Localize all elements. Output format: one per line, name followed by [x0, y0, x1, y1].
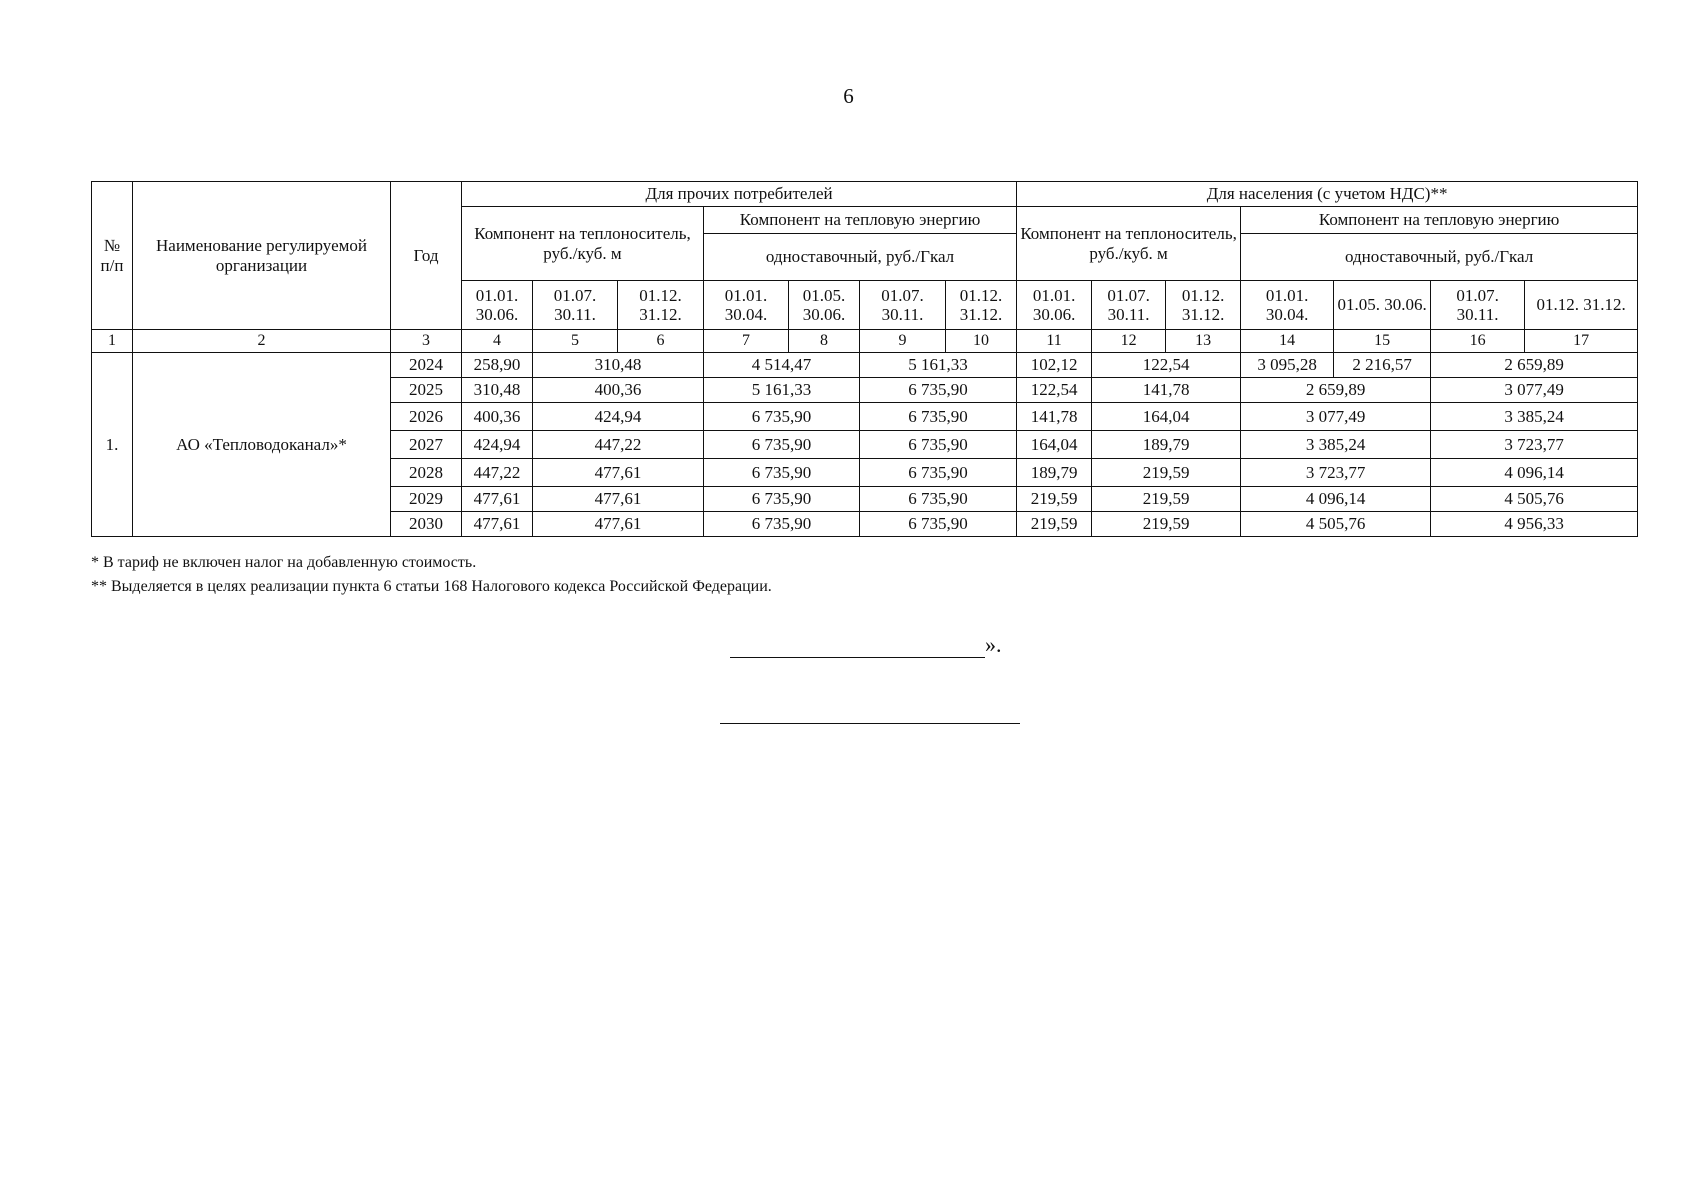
value-cell: 4 505,76 [1241, 512, 1431, 537]
header-pop-coolant: Компонент на теплоноситель, руб./куб. м [1017, 207, 1241, 281]
value-cell: 3 077,49 [1241, 403, 1431, 431]
value-cell: 400,36 [462, 403, 533, 431]
column-number: 11 [1017, 330, 1092, 353]
value-cell: 400,36 [533, 378, 704, 403]
footnote-tax-code: ** Выделяется в целях реализации пункта 6 статьи 168 Налогового кодекса Российской Федерации. [91, 578, 772, 595]
value-cell: 447,22 [533, 431, 704, 459]
year-cell: 2024 [391, 353, 462, 378]
value-cell: 6 735,90 [860, 403, 1017, 431]
header-org-name: Наименование регулируемой организации [133, 182, 391, 330]
column-number: 17 [1525, 330, 1638, 353]
value-cell: 6 735,90 [860, 459, 1017, 487]
value-cell: 189,79 [1092, 431, 1241, 459]
value-cell: 477,61 [533, 487, 704, 512]
value-cell: 477,61 [462, 512, 533, 537]
footnotes [91, 551, 772, 599]
period-header: 01.12. 31.12. [946, 281, 1017, 330]
value-cell: 424,94 [533, 403, 704, 431]
value-cell: 219,59 [1092, 459, 1241, 487]
header-group-other: Для прочих потребителей [462, 182, 1017, 207]
header-other-energy: Компонент на тепловую энергию [704, 207, 1017, 234]
period-header: 01.01. 30.06. [1017, 281, 1092, 330]
column-number: 3 [391, 330, 462, 353]
column-number: 15 [1334, 330, 1431, 353]
page-number: 6 [843, 84, 854, 108]
column-number-row [92, 330, 1638, 353]
value-cell: 6 735,90 [704, 403, 860, 431]
value-cell: 3 095,28 [1241, 353, 1334, 378]
value-cell: 3 077,49 [1431, 378, 1638, 403]
period-header: 01.07. 30.11. [1092, 281, 1166, 330]
value-cell: 4 096,14 [1241, 487, 1431, 512]
end-separator-line [720, 723, 1020, 724]
header-pop-energy-sub: одноставочный, руб./Гкал [1241, 234, 1638, 281]
period-header: 01.01. 30.06. [462, 281, 533, 330]
value-cell: 141,78 [1092, 378, 1241, 403]
value-cell: 3 723,77 [1431, 431, 1638, 459]
period-header: 01.01. 30.04. [704, 281, 789, 330]
period-header: 01.12. 31.12. [618, 281, 704, 330]
header-num: № п/п [92, 182, 133, 330]
value-cell: 6 735,90 [860, 512, 1017, 537]
year-cell: 2027 [391, 431, 462, 459]
period-header: 01.05. 30.06. [1334, 281, 1431, 330]
column-number: 10 [946, 330, 1017, 353]
year-cell: 2026 [391, 403, 462, 431]
period-header: 01.07. 30.11. [1431, 281, 1525, 330]
table-row [92, 353, 1638, 378]
header-pop-energy: Компонент на тепловую энергию [1241, 207, 1638, 234]
value-cell: 477,61 [533, 459, 704, 487]
value-cell: 219,59 [1092, 487, 1241, 512]
column-number: 4 [462, 330, 533, 353]
value-cell: 4 505,76 [1431, 487, 1638, 512]
period-header: 01.12. 31.12. [1525, 281, 1638, 330]
value-cell: 6 735,90 [704, 512, 860, 537]
value-cell: 2 659,89 [1431, 353, 1638, 378]
value-cell: 2 659,89 [1241, 378, 1431, 403]
value-cell: 219,59 [1092, 512, 1241, 537]
value-cell: 6 735,90 [860, 487, 1017, 512]
value-cell: 164,04 [1092, 403, 1241, 431]
column-number: 13 [1166, 330, 1241, 353]
value-cell: 3 385,24 [1241, 431, 1431, 459]
year-cell: 2029 [391, 487, 462, 512]
organization-name: АО «Тепловодоканал»* [133, 353, 391, 537]
column-number: 1 [92, 330, 133, 353]
value-cell: 310,48 [533, 353, 704, 378]
period-header: 01.01. 30.04. [1241, 281, 1334, 330]
column-number: 16 [1431, 330, 1525, 353]
value-cell: 424,94 [462, 431, 533, 459]
value-cell: 5 161,33 [704, 378, 860, 403]
value-cell: 3 385,24 [1431, 403, 1638, 431]
column-number: 9 [860, 330, 946, 353]
value-cell: 4 096,14 [1431, 459, 1638, 487]
column-number: 14 [1241, 330, 1334, 353]
value-cell: 4 956,33 [1431, 512, 1638, 537]
period-header: 01.05. 30.06. [789, 281, 860, 330]
column-number: 2 [133, 330, 391, 353]
value-cell: 219,59 [1017, 487, 1092, 512]
year-cell: 2028 [391, 459, 462, 487]
header-year: Год [391, 182, 462, 330]
value-cell: 5 161,33 [860, 353, 1017, 378]
value-cell: 6 735,90 [860, 378, 1017, 403]
header-other-energy-sub: одноставочный, руб./Гкал [704, 234, 1017, 281]
value-cell: 122,54 [1017, 378, 1092, 403]
column-number: 5 [533, 330, 618, 353]
year-cell: 2030 [391, 512, 462, 537]
value-cell: 447,22 [462, 459, 533, 487]
period-header: 01.07. 30.11. [533, 281, 618, 330]
value-cell: 189,79 [1017, 459, 1092, 487]
period-header: 01.07. 30.11. [860, 281, 946, 330]
value-cell: 6 735,90 [860, 431, 1017, 459]
value-cell: 477,61 [533, 512, 704, 537]
column-number: 8 [789, 330, 860, 353]
column-number: 12 [1092, 330, 1166, 353]
value-cell: 310,48 [462, 378, 533, 403]
value-cell: 6 735,90 [704, 431, 860, 459]
value-cell: 6 735,90 [704, 459, 860, 487]
closing-underline [730, 637, 985, 658]
value-cell: 219,59 [1017, 512, 1092, 537]
row-index: 1. [92, 353, 133, 537]
column-number: 7 [704, 330, 789, 353]
value-cell: 258,90 [462, 353, 533, 378]
value-cell: 122,54 [1092, 353, 1241, 378]
value-cell: 477,61 [462, 487, 533, 512]
value-cell: 141,78 [1017, 403, 1092, 431]
value-cell: 4 514,47 [704, 353, 860, 378]
footnote-vat: * В тариф не включен налог на добавленную стоимость. [91, 554, 477, 571]
header-other-coolant: Компонент на теплоноситель, руб./куб. м [462, 207, 704, 281]
value-cell: 102,12 [1017, 353, 1092, 378]
header-group-population: Для населения (с учетом НДС)** [1017, 182, 1638, 207]
value-cell: 6 735,90 [704, 487, 860, 512]
closing-quote: ». [985, 632, 1002, 657]
value-cell: 2 216,57 [1334, 353, 1431, 378]
closing-mark [730, 632, 1002, 658]
value-cell: 3 723,77 [1241, 459, 1431, 487]
year-cell: 2025 [391, 378, 462, 403]
tariff-table [91, 181, 1638, 537]
value-cell: 164,04 [1017, 431, 1092, 459]
column-number: 6 [618, 330, 704, 353]
period-header: 01.12. 31.12. [1166, 281, 1241, 330]
